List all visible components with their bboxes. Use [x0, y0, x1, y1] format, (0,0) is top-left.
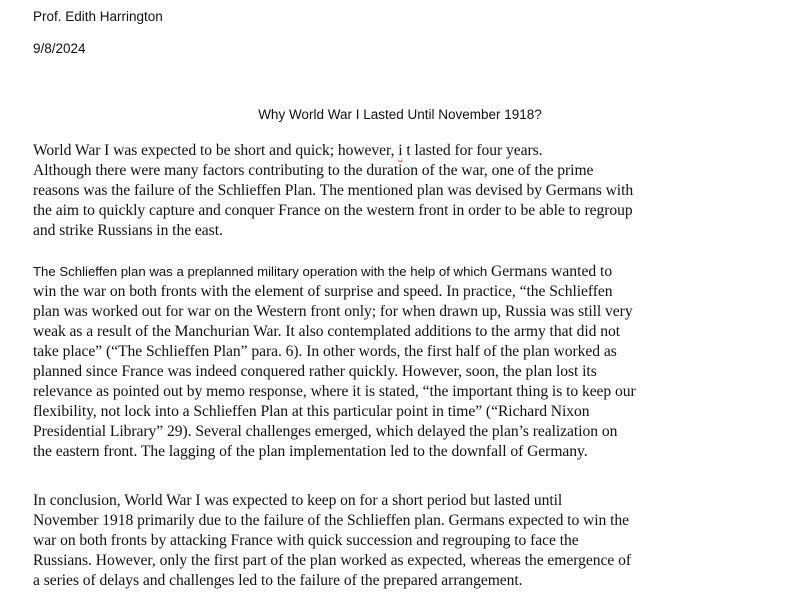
text-line: planned since France was indeed conquered rather quickly. However, soon, the plan lost its — [33, 363, 597, 380]
text-line: Russians. However, only the first part of the plan worked as expected, whereas the emergence of — [33, 552, 631, 569]
text-line: In conclusion, World War I was expected to keep on for a short period but lasted until — [33, 492, 563, 509]
text-line: relevance as pointed out by memo response, where it is stated, “the important thing is to keep our — [33, 383, 636, 400]
document-date: 9/8/2024 — [33, 41, 86, 56]
text-line: a series of delays and challenges led to the failure of the prepared arrangement. — [33, 572, 523, 589]
text-line: reasons was the failure of the Schlieffen Plan. The mentioned plan was devised by Germans with — [33, 182, 634, 199]
text-line: win the war on both fronts with the element of surprise and speed. In practice, “the Schlieffen — [33, 283, 613, 300]
text-segment: The Schlieffen plan was a preplanned military operation with the help of which — [33, 264, 491, 279]
paragraph-conclusion — [33, 491, 631, 591]
text-segment: t lasted for four years. — [402, 142, 543, 159]
text-line: take place” (“The Schlieffen Plan” para. 6). In other words, the first half of the plan worked as — [33, 343, 617, 360]
text-line: the eastern front. The lagging of the plan implementation led to the downfall of Germany. — [33, 443, 588, 460]
text-line: Although there were many factors contributing to the duration of the war, one of the prime — [33, 162, 594, 179]
text-segment: World War I was expected to be short and quick; however, — [33, 142, 399, 159]
text-line: the aim to quickly capture and conquer France on the western front in order to be able to regroup — [33, 202, 633, 219]
text-line: flexibility, not lock into a Schlieffen Plan at this particular point in time” (“Richard Nixon — [33, 403, 590, 420]
text-segment: Germans wanted to — [490, 263, 613, 280]
text-line: November 1918 primarily due to the failure of the Schlieffen plan. Germans expected to win the — [33, 512, 630, 529]
text-line — [33, 141, 633, 161]
paragraph-introduction — [33, 141, 633, 241]
author-name: Prof. Edith Harrington — [33, 9, 163, 24]
paragraph-body — [33, 262, 636, 462]
essay-title: Why World War I Lasted Until November 1918? — [258, 107, 542, 122]
text-line — [33, 262, 636, 282]
text-line: Presidential Library” 29). Several challenges emerged, which delayed the plan’s realization on — [33, 423, 618, 440]
spelling-error-mark[interactable]: i — [398, 142, 403, 159]
text-line: weak as a result of the Manchurian War. It also contemplated additions to the army that did not — [33, 323, 620, 340]
text-line: and strike Russians in the east. — [33, 222, 223, 239]
text-line: plan was worked out for war on the Western front only; for when drawn up, Russia was still very — [33, 303, 633, 320]
text-line: war on both fronts by attacking France with quick succession and regrouping to face the — [33, 532, 579, 549]
